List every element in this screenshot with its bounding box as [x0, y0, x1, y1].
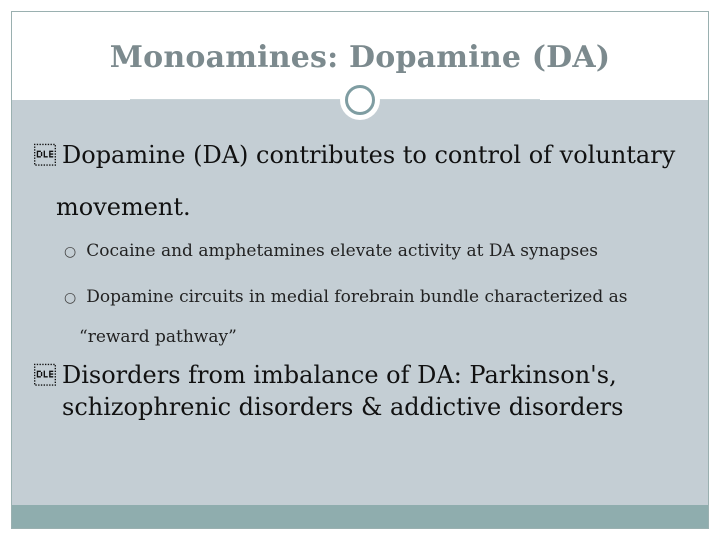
- bullet-text-line1: Dopamine (DA) contributes to control of voluntary: [62, 141, 676, 169]
- sub-bullet-text: Dopamine circuits in medial forebrain bundle characterized as: [86, 287, 628, 307]
- bullet-marker-icon: : [34, 144, 56, 169]
- main-bullet-2-cont: [62, 383, 623, 431]
- slide: [11, 11, 709, 529]
- circle-bullet-icon: ○: [64, 244, 77, 260]
- bullet-text-line1: Disorders from imbalance of DA: Parkinson's,: [62, 361, 617, 389]
- ring-icon: [345, 85, 375, 115]
- bullet-text-line2: schizophrenic disorders & addictive disorders: [62, 393, 624, 421]
- circle-bullet-icon: ○: [64, 290, 77, 306]
- bullet-text-line2: movement.: [56, 193, 191, 221]
- slide-title: Monoamines: Dopamine (DA): [109, 40, 611, 75]
- footer-bar: [12, 505, 708, 528]
- bullet-marker-icon: : [34, 364, 56, 389]
- sub-bullet-1: [64, 228, 598, 275]
- sub-bullet-text-line2: “reward pathway”: [79, 327, 237, 347]
- sub-bullet-text: Cocaine and amphetamines elevate activity at DA synapses: [86, 241, 599, 261]
- main-bullet-1: [34, 131, 675, 181]
- main-bullet-1-cont: [56, 183, 191, 231]
